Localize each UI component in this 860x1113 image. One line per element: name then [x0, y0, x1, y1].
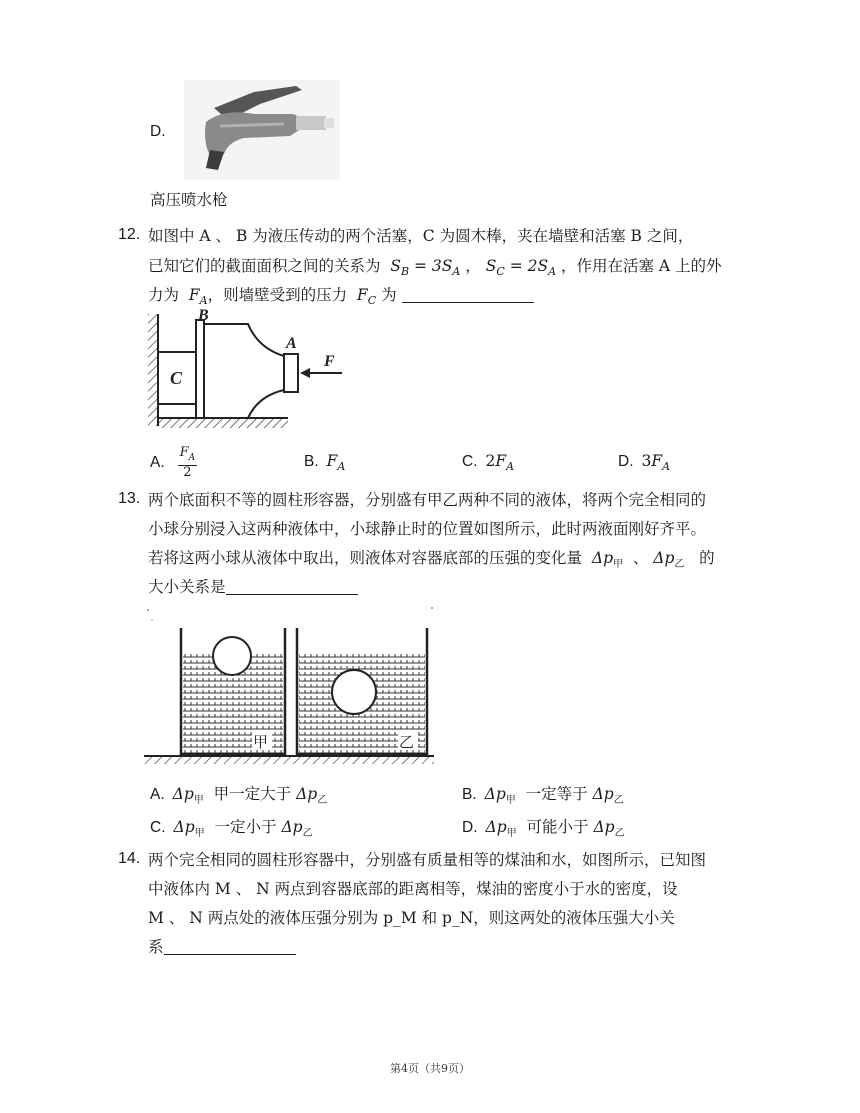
q12-line3-pre: 力为: [148, 286, 180, 304]
q12-line2-post: ，作用在活塞 A 上的外: [561, 257, 722, 275]
q14-line1: 两个完全相同的圆柱形容器中，分别盛有质量相等的煤油和水，如图所示，已知图: [148, 851, 707, 869]
label-a: A: [286, 335, 297, 352]
question-number: 14.: [118, 850, 141, 867]
q14-line3: M 、 N 两点处的液体压强分别为 p_M 和 p_N，则这两处的液体压强大小关: [148, 909, 675, 927]
q12-option-d[interactable]: D. $3F_A$: [618, 452, 671, 473]
water-gun-image: [184, 80, 340, 180]
q12-eq1: $S_B = 3S_A$: [385, 257, 461, 278]
q12-line2-pre: 已知它们的截面面积之间的关系为: [148, 257, 381, 275]
q13-line4: 大小关系是: [148, 577, 358, 597]
page-footer: 第4页（共9页）: [390, 1062, 470, 1075]
q13-line3: 若将这两小球从液体中取出，则液体对容器底部的压强的变化量 $\Delta p_甲$ 、 $\Delta p_乙$ 的: [148, 549, 715, 570]
q14-line2: 中液体内 M 、 N 两点到容器底部的距离相等，煤油的密度小于水的密度，设: [148, 880, 678, 898]
label-jia: 甲: [253, 733, 269, 751]
fraction: $\frac{F_A}{2}$: [179, 445, 196, 480]
q13-line2: 小球分别浸入这两种液体中，小球静止时的位置如图所示，此时两液面刚好齐平。: [148, 520, 707, 538]
q12-eq2: $S_C = 2S_A$: [485, 257, 557, 278]
q12-line2: 已知它们的截面面积之间的关系为 $S_B = 3S_A$ ， $S_C = 2S_A$ ，作用在活塞 A 上的外: [148, 257, 722, 278]
question-number: 13.: [118, 490, 141, 507]
q14-line4: 系: [148, 937, 296, 957]
q13-option-b[interactable]: B. $\Delta p_甲$ 一定等于 $\Delta p_乙$: [462, 785, 624, 806]
q12-line1: 如图中 A 、 B 为液压传动的两个活塞，C 为圆木棒，夹在墙壁和活塞 B 之间，: [148, 227, 694, 245]
q13-line1: 两个底面积不等的圆柱形容器，分别盛有甲乙两种不同的液体，将两个完全相同的: [148, 491, 707, 509]
question-number: 12.: [118, 226, 141, 243]
q13-option-a[interactable]: A. $\Delta p_甲$ 甲一定大于 $\Delta p_乙$: [150, 785, 328, 806]
label-c: C: [170, 368, 183, 388]
q12-line3-mid: ，则墙壁受到的压力: [207, 286, 348, 304]
answer-blank[interactable]: [164, 938, 296, 955]
option-d-caption: 高压喷水枪: [150, 191, 228, 209]
q12-option-c[interactable]: C. $2F_A$: [462, 452, 515, 473]
hydraulic-figure: [148, 306, 348, 436]
q13-option-d[interactable]: D. $\Delta p_甲$ 可能小于 $\Delta p_乙$: [462, 818, 625, 839]
q12-line3-post: 为: [381, 286, 397, 304]
q12-line3: 力为 $F_A$，则墙壁受到的压力 $F_C$ 为: [148, 285, 534, 311]
label-f: F: [324, 353, 335, 370]
option-d-label: D.: [150, 123, 166, 140]
q12-option-a[interactable]: A. $\frac{F_A}{2}$: [150, 445, 196, 480]
answer-blank[interactable]: [402, 286, 534, 303]
q13-option-c[interactable]: C. $\Delta p_甲$ 一定小于 $\Delta p_乙$: [150, 818, 313, 839]
q12-option-b[interactable]: B. $F_A$: [304, 452, 346, 473]
label-b: B: [198, 307, 209, 324]
containers-figure: [140, 600, 440, 772]
answer-blank[interactable]: [226, 578, 358, 595]
label-yi: 乙: [399, 733, 415, 751]
